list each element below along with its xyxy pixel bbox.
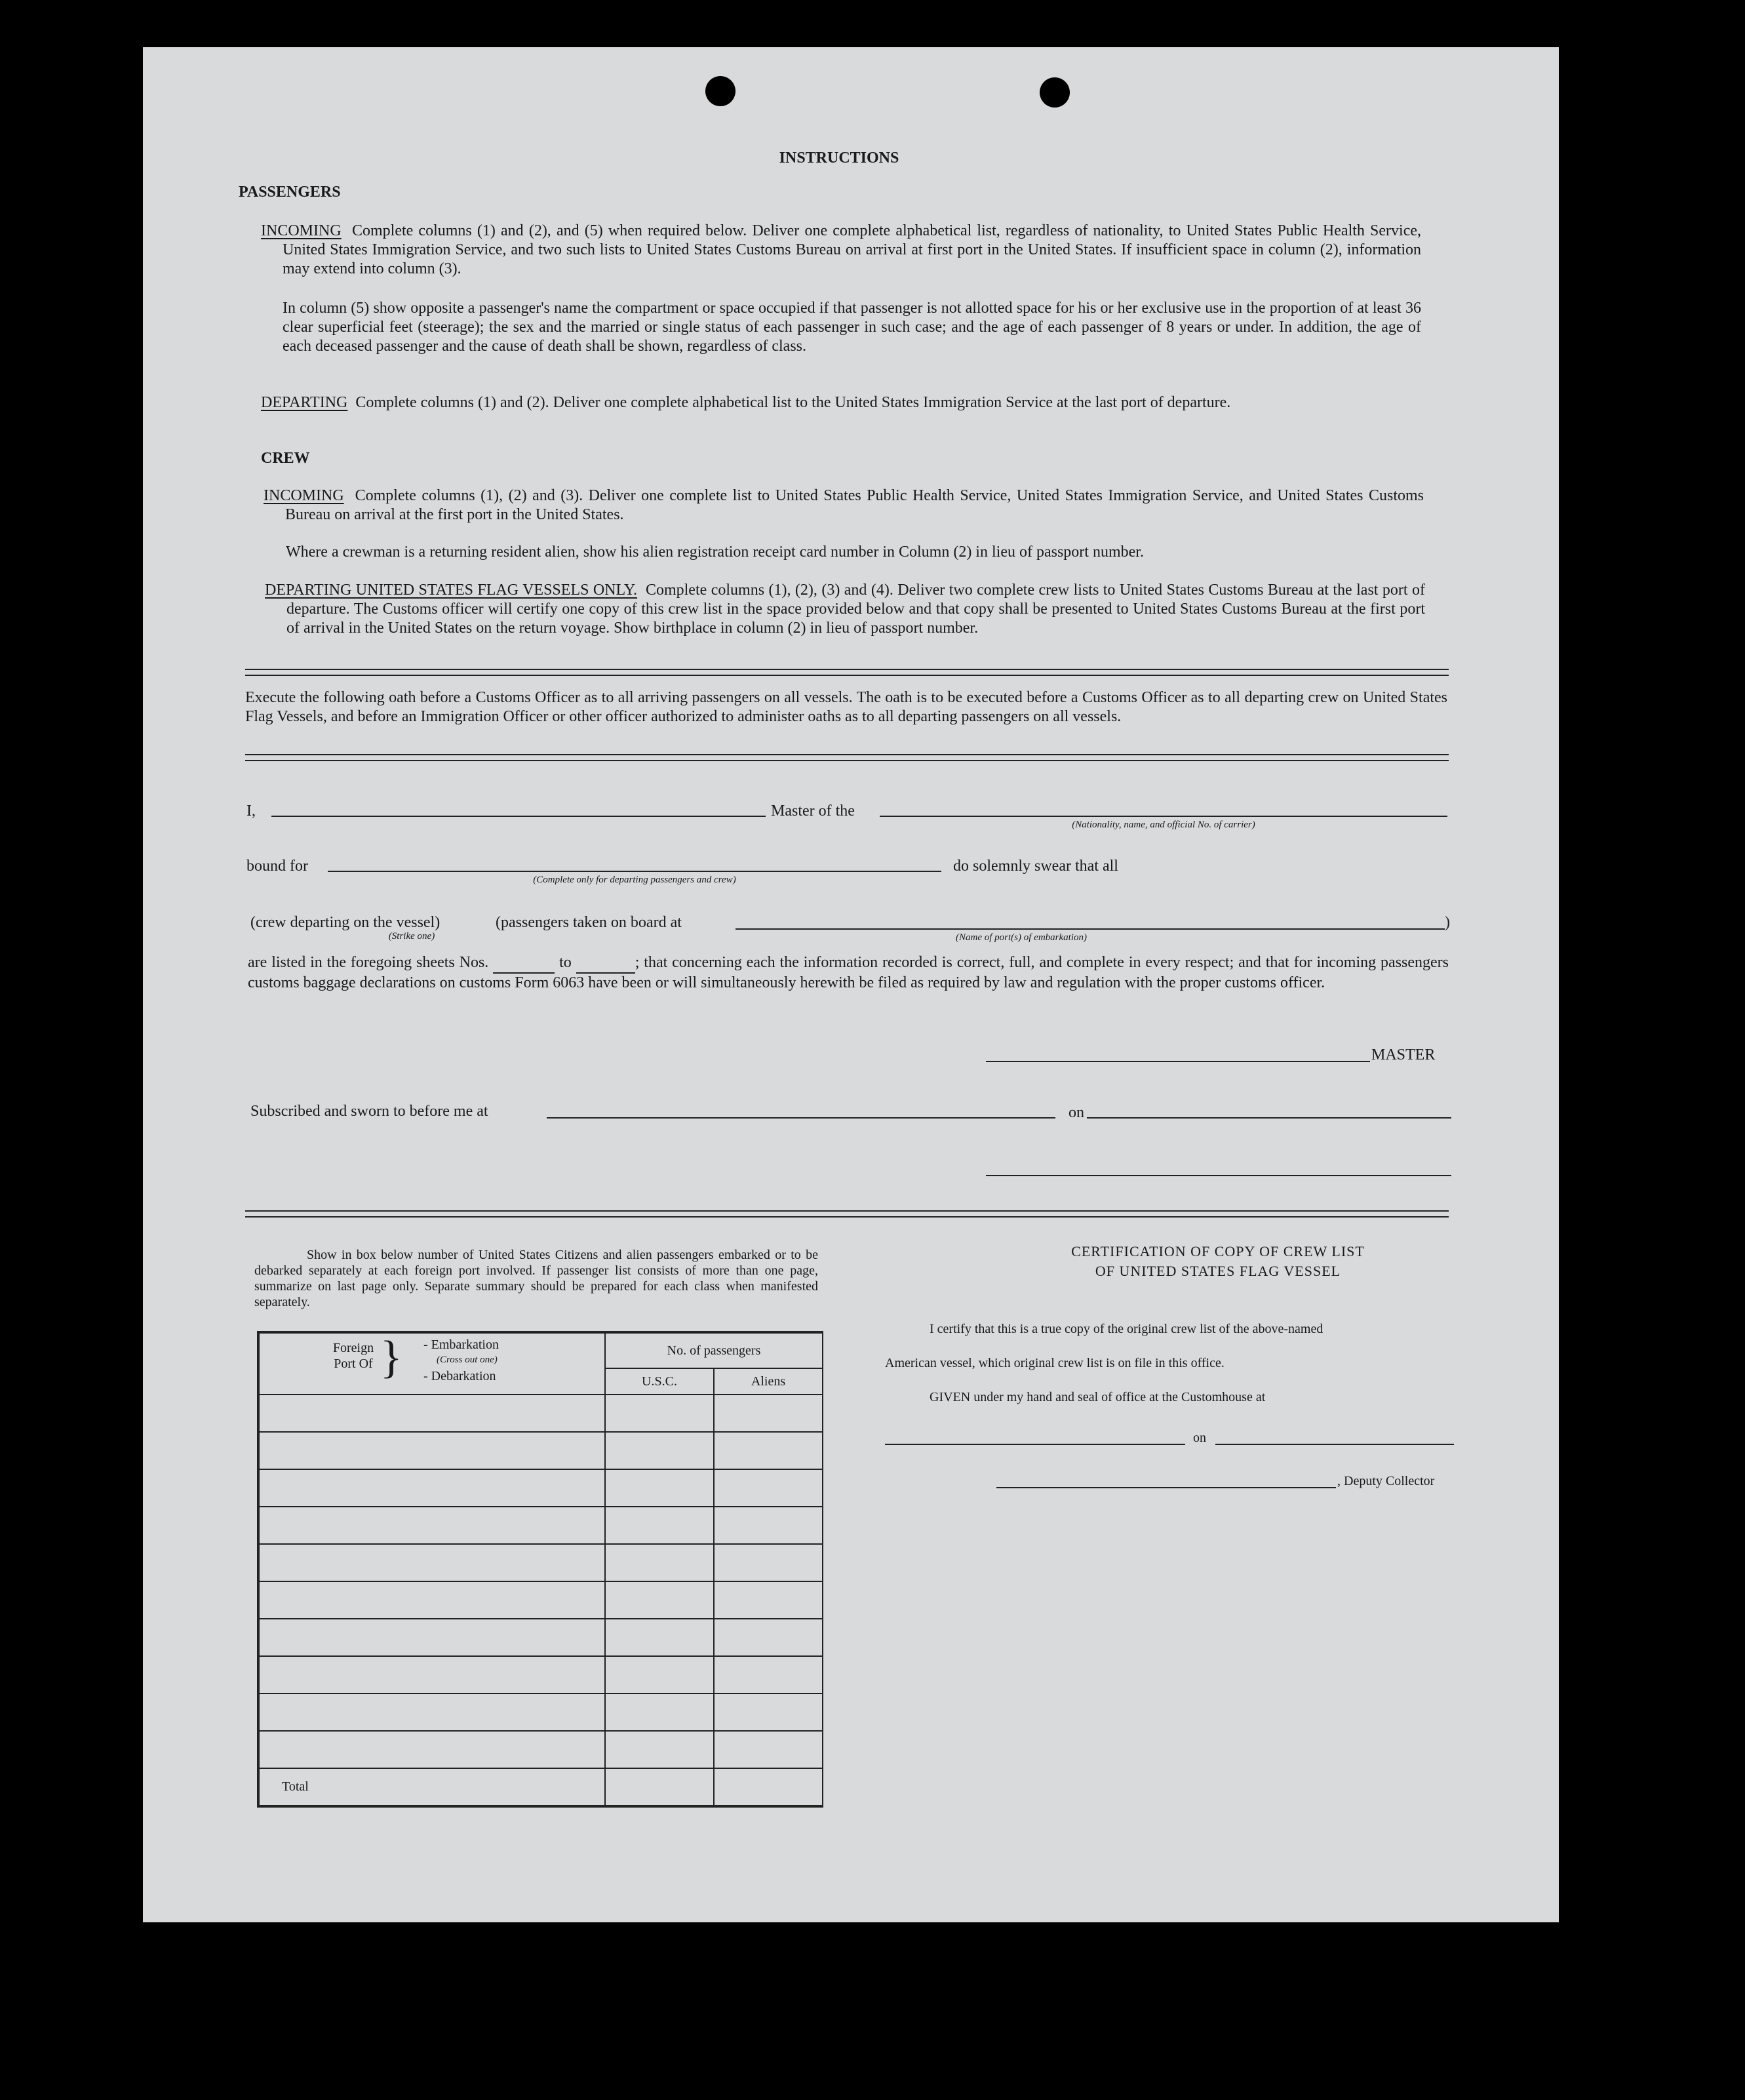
sheets-paragraph — [248, 953, 1449, 993]
sheets-rest: ; that concerning each the information recorded is correct, full, and complete in every respect; and that for incoming passengers customs baggage declarations on customs Form 6063 have been or will simultaneously herewith be filed as required by law and regulation with the proper customs officer. — [248, 954, 1449, 991]
ports-field[interactable] — [735, 928, 1445, 930]
summary-table — [257, 1331, 823, 1808]
swear-label: do solemnly swear that all — [953, 858, 1118, 875]
passengers-column5 — [283, 299, 1421, 356]
crew-incoming — [264, 486, 1424, 525]
foreign-port-of-label: Foreign Port Of — [332, 1341, 374, 1371]
passengers-departing-label: DEPARTING — [261, 394, 348, 411]
divider — [245, 669, 1449, 676]
customhouse-field[interactable] — [885, 1444, 1185, 1445]
summary-row — [258, 1581, 823, 1619]
summary-aliens-cell[interactable] — [714, 1694, 823, 1731]
summary-aliens-cell[interactable] — [714, 1544, 823, 1581]
certification-heading-line1: CERTIFICATION OF COPY OF CREW LIST — [1071, 1243, 1365, 1259]
bound-for-caption: (Complete only for departing passengers and crew) — [533, 875, 736, 885]
summary-aliens-cell[interactable] — [714, 1469, 823, 1507]
crew-incoming-label: INCOMING — [264, 487, 344, 504]
certification-on-label: on — [1193, 1431, 1206, 1445]
summary-usc-cell[interactable] — [605, 1581, 714, 1619]
strike-caption: (Strike one) — [388, 931, 435, 941]
master-label: MASTER — [1371, 1046, 1436, 1063]
total-label-cell — [258, 1768, 605, 1806]
bound-for-label: bound for — [246, 858, 308, 875]
summary-note-text: Show in box below number of United States Citizens and alien passengers embarked or to be debarked separately at each foreign port involved. If passenger list consists of more than one page, summarize on last page only. Separate summary should be prepared for each class when manifested separately. — [254, 1248, 818, 1309]
crew-alien-text: Where a crewman is a returning resident alien, show his alien registration receipt card number in Column (2) in lieu of passport number. — [286, 544, 1144, 561]
punch-hole-right — [1040, 77, 1070, 108]
no-of-passengers-header: No. of passengers — [605, 1332, 823, 1368]
certify-line1: I certify that this is a true copy of the original crew list of the above-named — [930, 1322, 1323, 1336]
summary-row — [258, 1432, 823, 1469]
summary-row — [258, 1469, 823, 1507]
certification-date-field[interactable] — [1215, 1444, 1454, 1445]
crew-heading: CREW — [261, 450, 310, 467]
summary-port-cell[interactable] — [258, 1581, 605, 1619]
crew-departing — [265, 581, 1425, 638]
total-aliens-cell[interactable] — [714, 1768, 823, 1806]
to-label: to — [559, 954, 572, 971]
summary-aliens-cell[interactable] — [714, 1432, 823, 1469]
crew-alien — [286, 543, 1426, 562]
cross-out-caption: (Cross out one) — [437, 1355, 498, 1365]
summary-port-cell[interactable] — [258, 1432, 605, 1469]
summary-usc-cell[interactable] — [605, 1656, 714, 1694]
oath-note — [245, 688, 1447, 726]
crew-departing-option[interactable]: (crew departing on the vessel) — [250, 914, 441, 931]
summary-aliens-cell[interactable] — [714, 1395, 823, 1432]
passengers-incoming-label: INCOMING — [261, 222, 342, 239]
summary-port-cell[interactable] — [258, 1619, 605, 1656]
carrier-field[interactable] — [880, 816, 1447, 817]
master-signature-field[interactable] — [986, 1061, 1370, 1062]
certify-line2: American vessel, which original crew list is on file in this office. — [885, 1356, 1225, 1370]
subscribed-label: Subscribed and sworn to before me at — [250, 1103, 488, 1120]
summary-port-cell[interactable] — [258, 1694, 605, 1731]
summary-port-cell[interactable] — [258, 1507, 605, 1544]
oath-note-text: Execute the following oath before a Customs Officer as to all arriving passengers on all vessels. The oath is to be executed before a Customs Officer as to all departing crew on United States Flag Vessels, and before an Immigration Officer or other officer authorized to administer oaths as to all departing passengers on all vessels. — [245, 689, 1447, 725]
summary-port-cell[interactable] — [258, 1656, 605, 1694]
summary-port-cell[interactable] — [258, 1544, 605, 1581]
embarkation-label: - Embarkation — [423, 1337, 499, 1352]
total-label: Total — [282, 1779, 309, 1794]
summary-usc-cell[interactable] — [605, 1619, 714, 1656]
summary-port-cell[interactable] — [258, 1395, 605, 1432]
summary-note — [254, 1247, 818, 1310]
summary-port-cell[interactable] — [258, 1731, 605, 1768]
summary-usc-cell[interactable] — [605, 1469, 714, 1507]
summary-row — [258, 1656, 823, 1694]
summary-aliens-cell[interactable] — [714, 1656, 823, 1694]
close-paren: ) — [1445, 914, 1450, 931]
debarkation-label: - Debarkation — [423, 1369, 496, 1383]
form-page — [143, 47, 1559, 1922]
crew-departing-text: Complete columns (1), (2), (3) and (4). Deliver two complete crew lists to United States Customs Bureau at the last port of departure. The Customs officer will certify one copy of this crew list in the space provided below and that copy shall be presented to United States Customs Bureau at the first port of arrival in the United States on the return voyage. Show birthplace in column (2) in lieu of passport number. — [286, 582, 1425, 637]
page-title: INSTRUCTIONS — [779, 149, 899, 167]
passengers-incoming-text: Complete columns (1) and (2), and (5) when required below. Deliver one complete alphabetical list, regardless of nationality, to United States Public Health Service, United States Immigration Service, and two such lists to United States Customs Bureau on arrival at first port in the United States. If insufficient space in column (2), information may extend into column (3). — [283, 222, 1422, 277]
certification-heading-line2: OF UNITED STATES FLAG VESSEL — [1095, 1263, 1341, 1279]
certification-heading — [956, 1242, 1480, 1281]
given-text: GIVEN under my hand and seal of office at the Customhouse at — [930, 1390, 1266, 1404]
summary-usc-cell[interactable] — [605, 1694, 714, 1731]
summary-aliens-cell[interactable] — [714, 1619, 823, 1656]
carrier-caption: (Nationality, name, and official No. of carrier) — [1072, 820, 1255, 830]
bound-for-field[interactable] — [328, 871, 941, 872]
summary-row — [258, 1395, 823, 1432]
total-usc-cell[interactable] — [605, 1768, 714, 1806]
divider — [245, 1210, 1449, 1218]
passengers-departing — [261, 393, 1421, 412]
crew-departing-label: DEPARTING UNITED STATES FLAG VESSELS ONLY. — [265, 582, 638, 599]
deputy-collector-label: , Deputy Collector — [1337, 1474, 1435, 1488]
column5-text: In column (5) show opposite a passenger's name the compartment or space occupied if that passenger is not allotted space for his or her exclusive use in the proportion of at least 36 clear superficial feet (steerage); the sex and the married or single status of each passenger in such case; and the age of each passenger of 8 years or under. In addition, the age of each deceased passenger and the cause of death shall be shown, regardless of class. — [283, 300, 1421, 355]
summary-aliens-cell[interactable] — [714, 1507, 823, 1544]
ports-caption: (Name of port(s) of embarkation) — [956, 932, 1087, 943]
summary-row — [258, 1507, 823, 1544]
aliens-header: Aliens — [714, 1368, 823, 1395]
summary-usc-cell[interactable] — [605, 1731, 714, 1768]
sheet-from-field[interactable] — [493, 953, 555, 974]
sheets-label: are listed in the foregoing sheets Nos. — [248, 954, 489, 971]
summary-port-cell[interactable] — [258, 1469, 605, 1507]
passengers-departing-text: Complete columns (1) and (2). Deliver one complete alphabetical list to the United States Immigration Service at the last port of departure. — [355, 394, 1231, 411]
subscribed-place-field[interactable] — [547, 1117, 1055, 1119]
summary-usc-cell[interactable] — [605, 1395, 714, 1432]
summary-row — [258, 1731, 823, 1768]
subscribed-date-field[interactable] — [1087, 1117, 1451, 1119]
summary-usc-cell[interactable] — [605, 1544, 714, 1581]
crew-incoming-text: Complete columns (1), (2) and (3). Deliver one complete list to United States Public Health Service, United States Immigration Service, and United States Customs Bureau on arrival at the first port in the United States. — [285, 487, 1424, 523]
master-name-field[interactable] — [271, 816, 766, 817]
summary-row — [258, 1619, 823, 1656]
brace-icon: } — [380, 1332, 402, 1383]
master-of-label: Master of the — [771, 802, 855, 820]
summary-aliens-cell[interactable] — [714, 1731, 823, 1768]
summary-usc-cell[interactable] — [605, 1507, 714, 1544]
oath-i-label: I, — [246, 802, 256, 820]
summary-usc-cell[interactable] — [605, 1432, 714, 1469]
punch-hole-left — [705, 76, 735, 106]
foreign-port-header — [258, 1332, 605, 1395]
subscribed-on-label: on — [1069, 1104, 1084, 1121]
summary-aliens-cell[interactable] — [714, 1581, 823, 1619]
summary-row — [258, 1694, 823, 1731]
passengers-taken-option[interactable]: (passengers taken on board at — [496, 914, 682, 931]
deputy-signature-field[interactable] — [996, 1487, 1336, 1488]
divider — [245, 754, 1449, 761]
passengers-incoming — [261, 222, 1421, 279]
officer-signature-field[interactable] — [986, 1175, 1451, 1176]
passengers-heading: PASSENGERS — [239, 184, 341, 201]
sheet-to-field[interactable] — [576, 953, 635, 974]
usc-header: U.S.C. — [605, 1368, 714, 1395]
summary-row — [258, 1544, 823, 1581]
